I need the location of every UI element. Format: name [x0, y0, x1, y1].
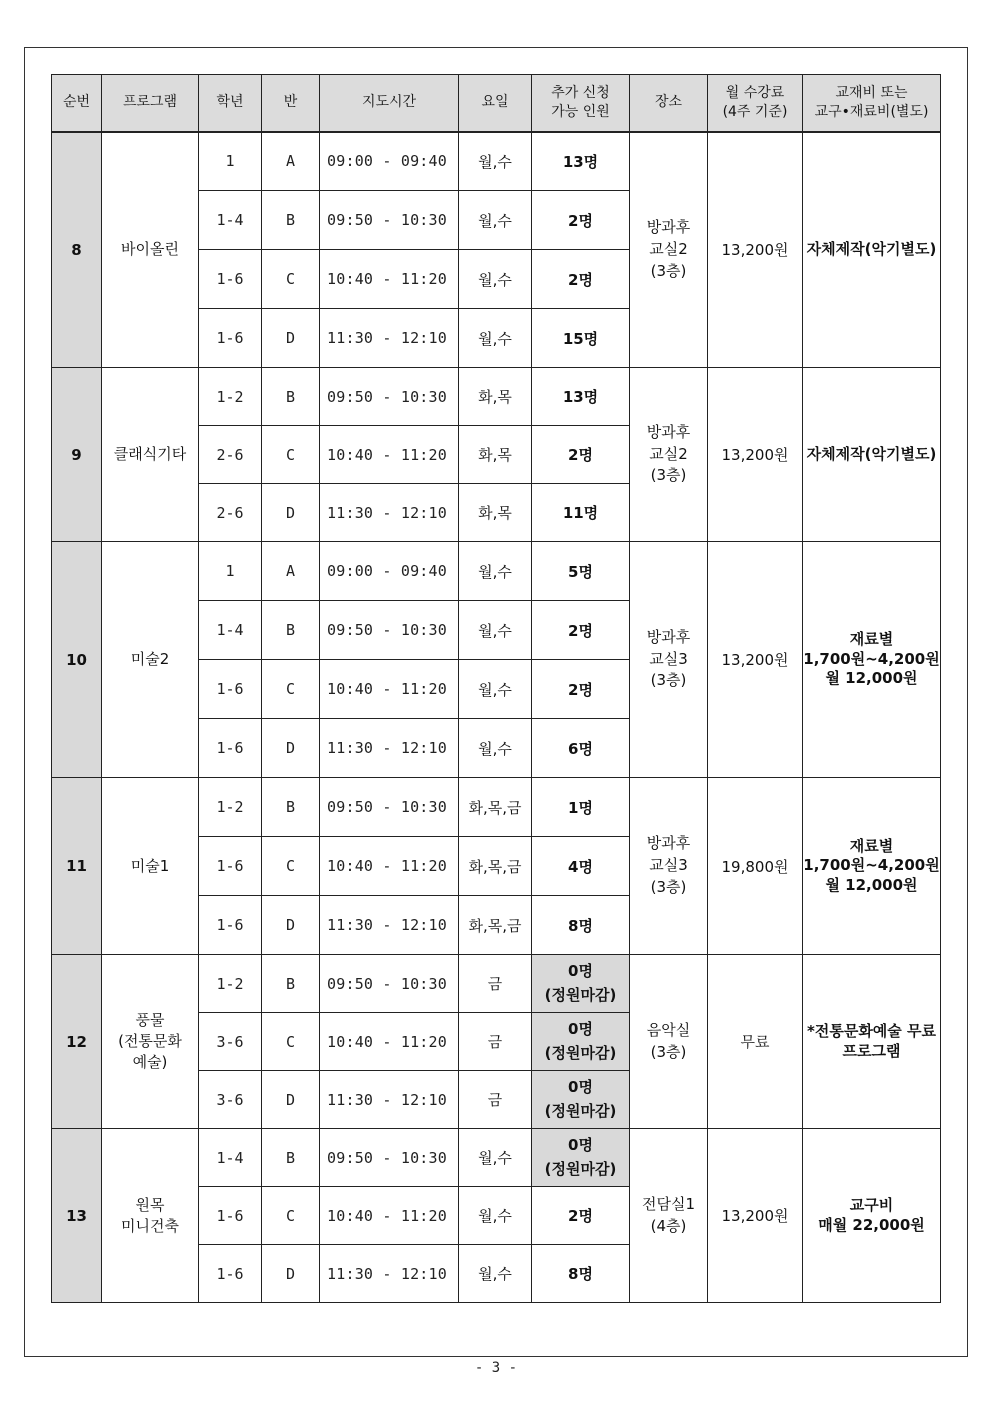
seats-line: 2명	[568, 1207, 593, 1225]
grade-cell: 1-6	[199, 837, 262, 896]
grade-cell: 1-6	[199, 719, 262, 778]
place-line: 교실3	[649, 649, 688, 668]
header-grade: 학년	[199, 75, 262, 132]
day-cell: 월,수	[459, 660, 532, 719]
seats-cell	[532, 601, 630, 660]
seats-line: 13명	[562, 152, 599, 171]
place-line: (3층)	[650, 877, 687, 896]
program-name-line: 클래식기타	[113, 445, 187, 463]
place-line: 음악실	[646, 1020, 691, 1039]
class-cell: B	[262, 368, 320, 426]
time-cell: 09:50 - 10:30	[320, 778, 459, 837]
program-seq: 8	[52, 132, 102, 368]
material-cell	[803, 778, 941, 955]
seats-closed-cell	[532, 1129, 630, 1187]
seats-cell	[532, 368, 630, 426]
day-cell: 화,목	[459, 484, 532, 542]
time-cell: 11:30 - 12:10	[320, 484, 459, 542]
header-row	[52, 75, 941, 132]
fee-cell: 무료	[708, 955, 803, 1129]
fee-cell: 19,800원	[708, 778, 803, 955]
class-cell: B	[262, 191, 320, 250]
seats-line: 0명	[568, 1020, 593, 1039]
time-cell: 09:50 - 10:30	[320, 191, 459, 250]
seats-line: 0명	[568, 1078, 593, 1097]
grade-cell: 2-6	[199, 426, 262, 484]
header-place: 장소	[630, 75, 708, 132]
grade-cell: 1-6	[199, 1187, 262, 1245]
place-cell	[630, 955, 708, 1129]
header-class: 반	[262, 75, 320, 132]
time-cell: 11:30 - 12:10	[320, 719, 459, 778]
place-cell	[630, 778, 708, 955]
place-line: 교실2	[649, 239, 688, 258]
class-cell: C	[262, 1013, 320, 1071]
seats-cell	[532, 309, 630, 368]
header-seq: 순번	[52, 75, 102, 132]
material-cell	[803, 955, 941, 1129]
grade-cell: 1-4	[199, 191, 262, 250]
place-line: 전담실1	[641, 1194, 695, 1213]
place-cell	[630, 542, 708, 778]
day-cell: 월,수	[459, 542, 532, 601]
seats-cell	[532, 778, 630, 837]
class-cell: C	[262, 837, 320, 896]
place-line: 방과후	[646, 627, 691, 646]
program-name	[102, 542, 199, 778]
header-time: 지도시간	[320, 75, 459, 132]
material-line: 자체제작(악기별도)	[806, 444, 937, 463]
day-cell: 화,목,금	[459, 896, 532, 955]
time-cell: 10:40 - 11:20	[320, 660, 459, 719]
program-seq: 9	[52, 368, 102, 542]
seats-line: 2명	[568, 270, 593, 289]
header-fee-line2: (4주 기준)	[722, 103, 788, 120]
program-name-line: 원목	[135, 1195, 165, 1214]
seats-line: 2명	[568, 680, 593, 699]
class-cell: C	[262, 250, 320, 309]
program-name-line: 미술1	[130, 856, 170, 875]
place-line: (3층)	[650, 1042, 687, 1061]
material-line: 자체제작(악기별도)	[806, 240, 937, 258]
program-name-line: (전통문화	[118, 1032, 182, 1050]
time-cell: 09:00 - 09:40	[320, 542, 459, 601]
grade-cell: 1-2	[199, 778, 262, 837]
seats-cell	[532, 896, 630, 955]
seats-line: 11명	[562, 504, 599, 522]
seats-line: (정원마감)	[544, 1159, 617, 1178]
day-cell: 금	[459, 1071, 532, 1129]
place-cell	[630, 1129, 708, 1303]
material-line: 재료별	[849, 630, 894, 649]
material-line: 1,700원~4,200원	[803, 856, 940, 875]
class-cell: B	[262, 601, 320, 660]
material-line: 월 12,000원	[825, 669, 918, 688]
grade-cell: 1-4	[199, 601, 262, 660]
day-cell: 월,수	[459, 191, 532, 250]
place-cell	[630, 368, 708, 542]
day-cell: 화,목	[459, 368, 532, 426]
material-line: 매월 22,000원	[818, 1215, 925, 1234]
material-cell	[803, 368, 941, 542]
program-name	[102, 778, 199, 955]
day-cell: 월,수	[459, 250, 532, 309]
program-seq: 12	[52, 955, 102, 1129]
class-cell: D	[262, 309, 320, 368]
class-cell: C	[262, 1187, 320, 1245]
seats-cell	[532, 1245, 630, 1303]
header-fee-line1: 월 수강료	[725, 84, 785, 101]
material-line: 교구비	[849, 1196, 894, 1214]
day-cell: 금	[459, 1013, 532, 1071]
day-cell: 화,목,금	[459, 837, 532, 896]
day-cell: 화,목	[459, 426, 532, 484]
seats-line: 1명	[568, 798, 593, 817]
time-cell: 09:50 - 10:30	[320, 955, 459, 1013]
seats-cell	[532, 250, 630, 309]
time-cell: 10:40 - 11:20	[320, 837, 459, 896]
day-cell: 월,수	[459, 719, 532, 778]
grade-cell: 1-6	[199, 250, 262, 309]
seats-closed-cell	[532, 955, 630, 1013]
time-cell: 11:30 - 12:10	[320, 896, 459, 955]
place-line: (3층)	[650, 466, 687, 485]
grade-cell: 1-2	[199, 955, 262, 1013]
seats-line: 2명	[568, 446, 593, 464]
time-cell: 10:40 - 11:20	[320, 1187, 459, 1245]
place-line: 방과후	[646, 218, 691, 237]
program-name-line: 바이올린	[121, 240, 179, 259]
header-fee	[708, 75, 803, 132]
time-cell: 11:30 - 12:10	[320, 1071, 459, 1129]
program-name-line: 미술2	[130, 650, 170, 668]
grade-cell: 1-6	[199, 309, 262, 368]
table-row	[52, 368, 941, 426]
grade-cell: 2-6	[199, 484, 262, 542]
seats-line: 8명	[568, 1265, 593, 1283]
seats-line: 2명	[568, 211, 593, 230]
program-name	[102, 132, 199, 368]
time-cell: 10:40 - 11:20	[320, 426, 459, 484]
seats-line: (정원마감)	[544, 1043, 617, 1062]
program-name	[102, 368, 199, 542]
fee-cell: 13,200원	[708, 132, 803, 368]
time-cell: 09:50 - 10:30	[320, 601, 459, 660]
program-name-line: 풍물	[135, 1011, 165, 1029]
table-row	[52, 778, 941, 837]
seats-cell	[532, 191, 630, 250]
material-line: 재료별	[849, 836, 894, 855]
header-seats-line1: 추가 신청	[551, 84, 610, 101]
program-name	[102, 955, 199, 1129]
seats-cell	[532, 426, 630, 484]
seats-line: (정원마감)	[544, 1101, 617, 1120]
header-day: 요일	[459, 75, 532, 132]
seats-cell	[532, 837, 630, 896]
table-row	[52, 542, 941, 601]
class-cell: C	[262, 426, 320, 484]
seats-closed-cell	[532, 1013, 630, 1071]
program-seq: 10	[52, 542, 102, 778]
material-cell	[803, 132, 941, 368]
day-cell: 월,수	[459, 1187, 532, 1245]
class-cell: A	[262, 542, 320, 601]
place-line: (4층)	[650, 1216, 687, 1235]
time-cell: 09:50 - 10:30	[320, 368, 459, 426]
day-cell: 월,수	[459, 132, 532, 191]
seats-line: 6명	[568, 739, 593, 758]
program-name-line: 예술)	[132, 1053, 168, 1071]
class-cell: C	[262, 660, 320, 719]
place-line: (3층)	[650, 671, 687, 690]
table-row	[52, 132, 941, 191]
time-cell: 10:40 - 11:20	[320, 250, 459, 309]
grade-cell: 1-2	[199, 368, 262, 426]
seats-cell	[532, 542, 630, 601]
grade-cell: 1-6	[199, 896, 262, 955]
class-cell: D	[262, 1245, 320, 1303]
class-cell: D	[262, 896, 320, 955]
class-cell: A	[262, 132, 320, 191]
header-seats-line2: 가능 인원	[551, 103, 610, 120]
place-line: 방과후	[646, 834, 691, 853]
table-row	[52, 1129, 941, 1187]
day-cell: 월,수	[459, 1129, 532, 1187]
header-material-line2: 교구•재료비(별도)	[814, 103, 929, 120]
program-schedule-table	[51, 74, 941, 1303]
header-material	[803, 75, 941, 132]
time-cell: 09:50 - 10:30	[320, 1129, 459, 1187]
class-cell: D	[262, 484, 320, 542]
program-seq: 11	[52, 778, 102, 955]
day-cell: 금	[459, 955, 532, 1013]
program-name-line: 미니건축	[121, 1216, 179, 1235]
fee-cell: 13,200원	[708, 1129, 803, 1303]
seats-line: 8명	[568, 916, 593, 935]
grade-cell: 1-4	[199, 1129, 262, 1187]
seats-closed-cell	[532, 1071, 630, 1129]
time-cell: 11:30 - 12:10	[320, 1245, 459, 1303]
seats-line: 2명	[568, 621, 593, 640]
day-cell: 화,목,금	[459, 778, 532, 837]
class-cell: B	[262, 778, 320, 837]
day-cell: 월,수	[459, 309, 532, 368]
program-name	[102, 1129, 199, 1303]
material-line: 1,700원~4,200원	[803, 649, 940, 668]
seats-cell	[532, 484, 630, 542]
time-cell: 09:00 - 09:40	[320, 132, 459, 191]
seats-cell	[532, 1187, 630, 1245]
day-cell: 월,수	[459, 601, 532, 660]
material-line: 월 12,000원	[825, 875, 918, 894]
seats-cell	[532, 132, 630, 191]
day-cell: 월,수	[459, 1245, 532, 1303]
header-program: 프로그램	[102, 75, 199, 132]
seats-cell	[532, 719, 630, 778]
place-line: 교실2	[649, 444, 688, 463]
seats-line: 15명	[562, 329, 599, 348]
class-cell: B	[262, 955, 320, 1013]
table-row	[52, 955, 941, 1013]
material-line: 프로그램	[842, 1041, 901, 1060]
schedule-body	[52, 132, 941, 1303]
class-cell: B	[262, 1129, 320, 1187]
header-material-line1: 교재비 또는	[835, 84, 908, 101]
seats-line: 13명	[562, 388, 599, 406]
seats-cell	[532, 660, 630, 719]
class-cell: D	[262, 1071, 320, 1129]
class-cell: D	[262, 719, 320, 778]
grade-cell: 1-6	[199, 660, 262, 719]
seats-line: 0명	[568, 962, 593, 981]
program-seq: 13	[52, 1129, 102, 1303]
header-seats	[532, 75, 630, 132]
grade-cell: 1-6	[199, 1245, 262, 1303]
seats-line: 0명	[568, 1136, 593, 1155]
time-cell: 10:40 - 11:20	[320, 1013, 459, 1071]
page-number: - 3 -	[474, 1360, 518, 1376]
material-cell	[803, 1129, 941, 1303]
fee-cell: 13,200원	[708, 542, 803, 778]
seats-line: (정원마감)	[544, 985, 617, 1004]
place-line: (3층)	[650, 261, 687, 280]
place-cell	[630, 132, 708, 368]
grade-cell: 1	[199, 132, 262, 191]
grade-cell: 3-6	[199, 1013, 262, 1071]
material-line: *전통문화예술 무료	[807, 1022, 936, 1040]
grade-cell: 3-6	[199, 1071, 262, 1129]
grade-cell: 1	[199, 542, 262, 601]
place-line: 교실3	[649, 856, 688, 875]
seats-line: 4명	[568, 857, 593, 876]
seats-line: 5명	[568, 562, 593, 581]
time-cell: 11:30 - 12:10	[320, 309, 459, 368]
material-cell	[803, 542, 941, 778]
fee-cell: 13,200원	[708, 368, 803, 542]
place-line: 방과후	[646, 422, 691, 441]
